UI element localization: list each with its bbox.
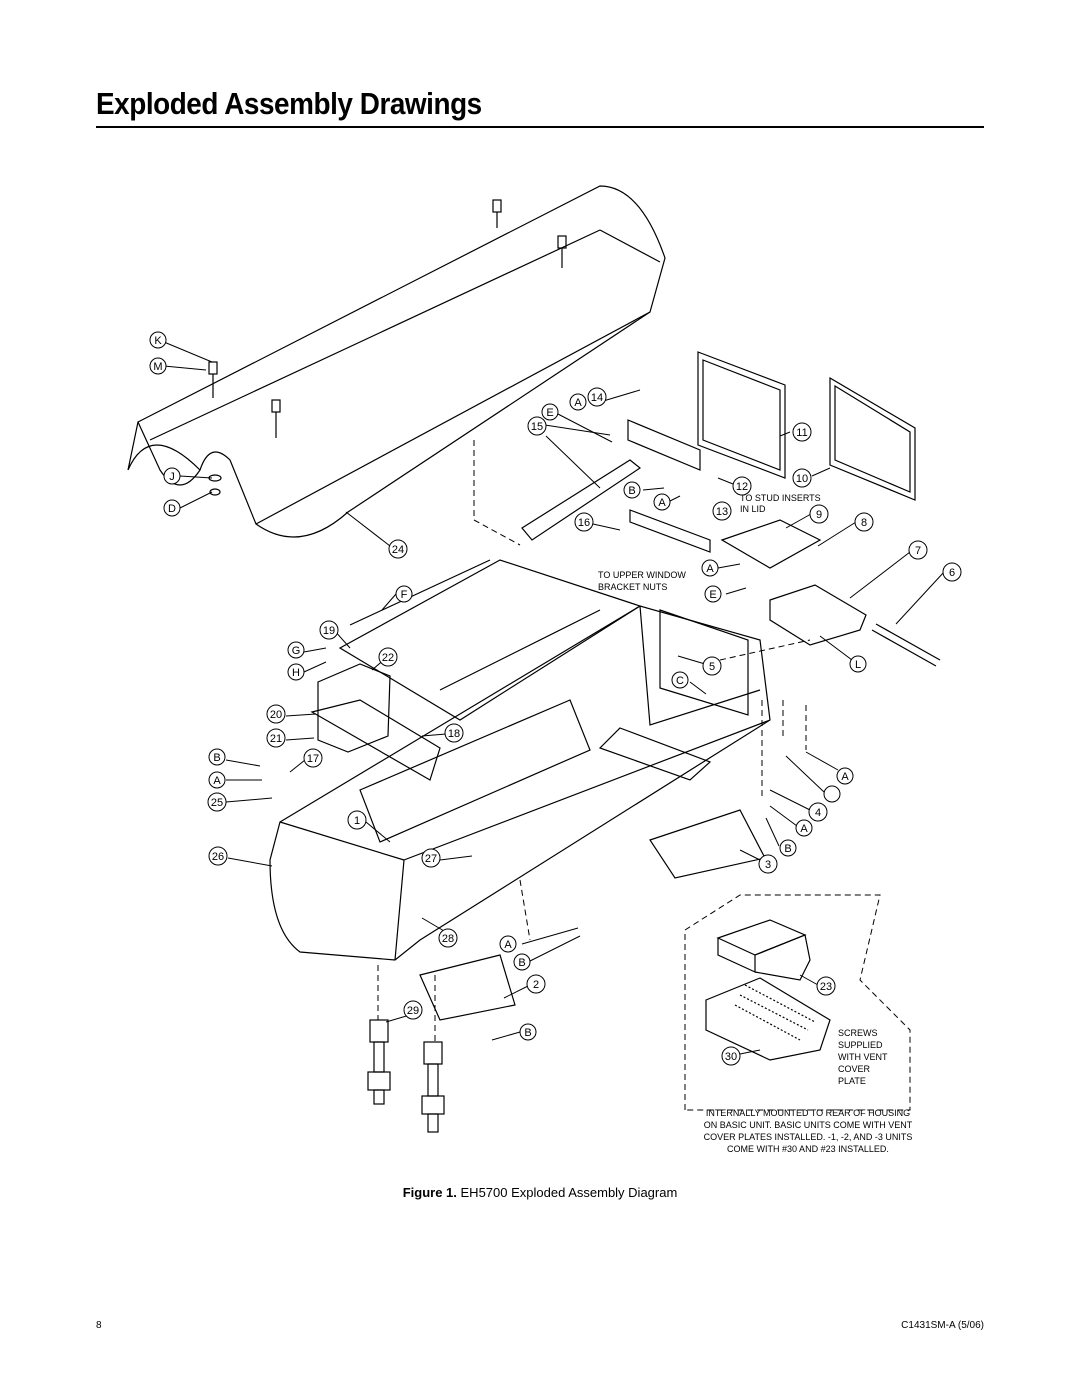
callout-15 [528,417,546,435]
callout-3 [759,855,777,873]
callout-19 [320,621,338,639]
note-internal [704,1108,913,1154]
svg-text:J: J [169,471,175,483]
note-screws [838,1028,888,1086]
svg-text:TO STUD INSERTS: TO STUD INSERTS [740,493,821,503]
vent-cover-module [706,920,833,1060]
callout-10 [793,469,811,487]
callout-M [824,786,840,802]
callout-B-upper [624,482,640,498]
svg-text:29: 29 [406,1005,420,1017]
svg-text:21: 21 [269,733,283,745]
window-bracket-upper [628,420,700,470]
callout-21 [267,729,285,747]
svg-text:6: 6 [948,567,956,579]
document-code: C1431SM-A (5/06) [901,1320,984,1331]
svg-text:3: 3 [764,859,772,871]
page-number: 8 [96,1320,102,1331]
svg-text:15: 15 [530,421,544,433]
svg-text:B: B [213,752,221,764]
callout-18 [445,724,463,742]
svg-text:G: G [291,645,301,657]
callout-11 [793,423,811,441]
callout-H [288,664,304,680]
callout-A-left [209,772,225,788]
note-stud-inserts [740,493,821,514]
mount-plate-rear [650,810,765,878]
svg-text:B: B [628,485,636,497]
svg-text:12: 12 [735,481,749,493]
window-gasket [830,378,915,500]
svg-text:A: A [658,497,666,509]
svg-text:1: 1 [353,815,361,827]
svg-text:A: A [706,563,714,575]
svg-text:PLATE: PLATE [838,1076,866,1086]
callout-F1 [150,332,166,348]
svg-text:IN LID: IN LID [740,504,766,514]
rear-bracket [770,585,866,645]
callout-30 [722,1047,740,1065]
svg-text:A: A [800,823,808,835]
svg-text:9: 9 [815,509,823,521]
callout-L [850,656,866,672]
svg-text:8: 8 [860,517,868,529]
svg-text:23: 23 [819,981,833,993]
rear-bracket-top [722,520,820,568]
svg-text:D: D [168,503,176,515]
callout-B-bottom1 [514,954,530,970]
svg-text:A: A [213,775,221,787]
svg-text:B: B [784,843,792,855]
callout-26 [209,847,227,865]
lid-screws [209,200,566,495]
svg-text:2: 2 [532,979,540,991]
callout-B-left [209,749,225,765]
svg-text:INTERNALLY MOUNTED TO REAR OF: INTERNALLY MOUNTED TO REAR OF HOUSING [705,1108,911,1118]
callout-A-right2 [796,820,812,836]
callout-17 [304,749,322,767]
svg-text:11: 11 [796,427,808,439]
svg-text:SCREWS: SCREWS [838,1028,878,1038]
svg-text:26: 26 [211,851,225,863]
callout-F2 [396,586,412,602]
callout-29 [404,1001,422,1019]
svg-text:5: 5 [708,661,716,673]
callout-16 [575,513,593,531]
callout-6 [943,563,961,581]
svg-text:K: K [154,335,162,347]
svg-text:B: B [518,957,526,969]
callout-24 [389,540,407,558]
svg-text:7: 7 [914,545,922,557]
callout-A-window [702,560,718,576]
svg-text:BRACKET NUTS: BRACKET NUTS [598,582,668,592]
svg-text:17: 17 [306,753,320,765]
svg-text:F: F [400,589,408,601]
svg-text:L: L [854,659,862,671]
figure-caption [0,1185,1080,1200]
svg-text:19: 19 [322,625,336,637]
svg-text:A: A [504,939,512,951]
callout-22 [379,648,397,666]
svg-text:E: E [709,589,717,601]
svg-text:25: 25 [210,797,224,809]
figure-caption-text: EH5700 Exploded Assembly Diagram [460,1185,678,1200]
svg-text:18: 18 [447,728,461,740]
callout-2 [527,975,545,993]
svg-text:COVER PLATES INSTALLED. -1, -2: COVER PLATES INSTALLED. -1, -2, AND -3 UNITS [703,1132,913,1142]
callout-B-right [780,840,796,856]
svg-text:27: 27 [424,853,438,865]
svg-text:SUPPLIED: SUPPLIED [838,1040,883,1050]
svg-text:WITH VENT: WITH VENT [838,1052,888,1062]
callout-K [150,358,166,374]
svg-text:A: A [841,771,849,783]
svg-text:4: 4 [814,807,822,819]
callout-4 [809,803,827,821]
callout-A-mid [654,494,670,510]
callout-5 [703,657,721,675]
svg-text:COVER: COVER [838,1064,871,1074]
callout-B-bottom2 [520,1024,536,1040]
page-title: Exploded Assembly Drawings [96,86,482,121]
svg-text:A: A [574,397,582,409]
lid-lower-edge [150,230,660,440]
feedthrough-fittings [368,1020,444,1132]
callout-A-right1 [837,768,853,784]
svg-text:B: B [524,1027,532,1039]
svg-text:C: C [676,675,684,687]
svg-text:10: 10 [795,473,809,485]
svg-text:24: 24 [391,544,405,556]
callout-D [164,500,180,516]
window-bracket-lower [630,510,710,552]
svg-text:20: 20 [269,709,283,721]
callout-G [288,642,304,658]
callout-7 [909,541,927,559]
callout-A-bottom [500,936,516,952]
callout-E-upper [542,404,558,420]
svg-text:E: E [546,407,554,419]
vent-module-boundary [685,895,910,1110]
housing-body [270,606,770,960]
callout-9 [810,505,828,523]
svg-text:COME WITH #30 AND #23 INSTALLE: COME WITH #30 AND #23 INSTALLED. [727,1144,889,1154]
svg-text:16: 16 [577,517,591,529]
callout-27 [422,849,440,867]
callout-28 [439,929,457,947]
svg-text:TO UPPER WINDOW: TO UPPER WINDOW [598,570,686,580]
mount-plate-front [420,955,515,1020]
callout-14 [588,388,606,406]
callout-25 [208,793,226,811]
svg-text:13: 13 [715,506,729,518]
callout-20 [267,705,285,723]
callout-E-window [705,586,721,602]
svg-text:22: 22 [381,652,395,664]
callout-1 [348,811,366,829]
svg-text:H: H [292,667,300,679]
window-glass [698,352,785,478]
callout-8 [855,513,873,531]
callout-A-upper [570,394,586,410]
svg-text:30: 30 [724,1051,738,1063]
svg-text:14: 14 [590,392,604,404]
rear-rod [876,624,940,660]
svg-text:M: M [153,361,163,373]
callout-23 [817,977,835,995]
callout-J [164,468,180,484]
figure-label: Figure 1. [402,1185,457,1200]
note-upper-window [598,570,686,592]
svg-text:28: 28 [441,933,455,945]
svg-text:ON BASIC UNIT. BASIC UNITS COM: ON BASIC UNIT. BASIC UNITS COME WITH VENT [703,1120,913,1130]
callout-13 [713,502,731,520]
callout-C [672,672,688,688]
